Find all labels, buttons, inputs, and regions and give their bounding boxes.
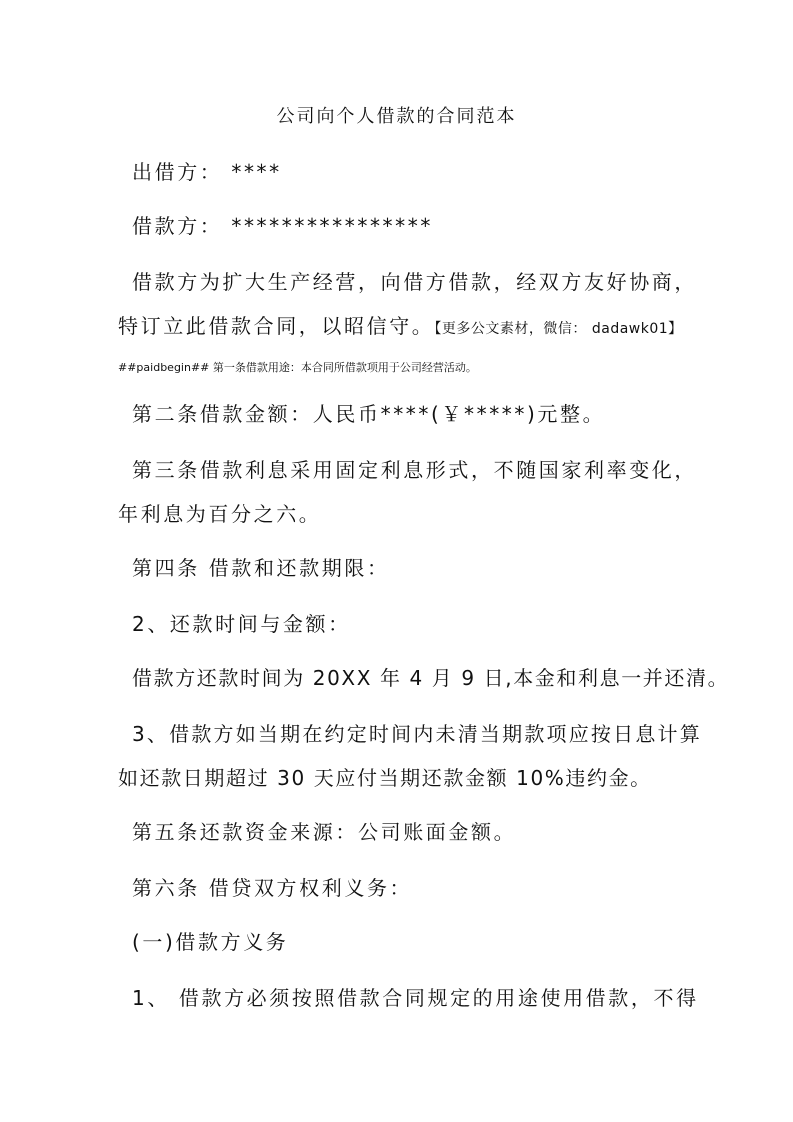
clause-5: 第五条还款资金来源：公司账面金额。 <box>132 820 517 844</box>
clause-6: 第六条 借贷双方权利义务： <box>132 876 413 900</box>
clause-2: 第二条借款金额：人民币****(￥*****)元整。 <box>132 402 606 426</box>
preamble-text: 特订立此借款合同，以昭信守。 <box>118 314 435 338</box>
borrower-line: 借款方： **************** <box>132 214 433 238</box>
document-title: 公司向个人借款的合同范本 <box>276 106 517 127</box>
preamble-line-1: 借款方为扩大生产经营，向借方借款，经双方友好协商， <box>132 270 697 294</box>
item-3-line-2: 如还款日期超过 30 天应付当期还款金额 10%违约金。 <box>118 766 652 790</box>
sub-1-heading: (一)借款方义务 <box>132 930 289 954</box>
clause-4: 第四条 借款和还款期限： <box>132 556 390 580</box>
sub-1-item-1: 1、 借款方必须按照借款合同规定的用途使用借款，不得 <box>132 986 699 1010</box>
clause-3-line-2: 年利息为百分之六。 <box>118 502 322 526</box>
preamble-line-2 <box>118 312 683 343</box>
item-2-heading: 2、还款时间与金额： <box>132 612 351 636</box>
preamble-note: 【更多公文素材，微信： dadawk01】 <box>434 321 683 337</box>
clause-3-line-1: 第三条借款利息采用固定利息形式，不随国家利率变化， <box>132 458 697 482</box>
item-3-line-1: 3、借款方如当期在约定时间内未清当期款项应按日息计算 <box>132 722 702 746</box>
item-2-text: 借款方还款时间为 20XX 年 4 月 9 日,本金和利息一并还清。 <box>132 666 730 690</box>
clause-1: ##paidbegin## 第一条借款用途：本合同所借款项用于公司经营活动。 <box>118 361 477 374</box>
lender-line: 出借方： **** <box>132 160 282 184</box>
